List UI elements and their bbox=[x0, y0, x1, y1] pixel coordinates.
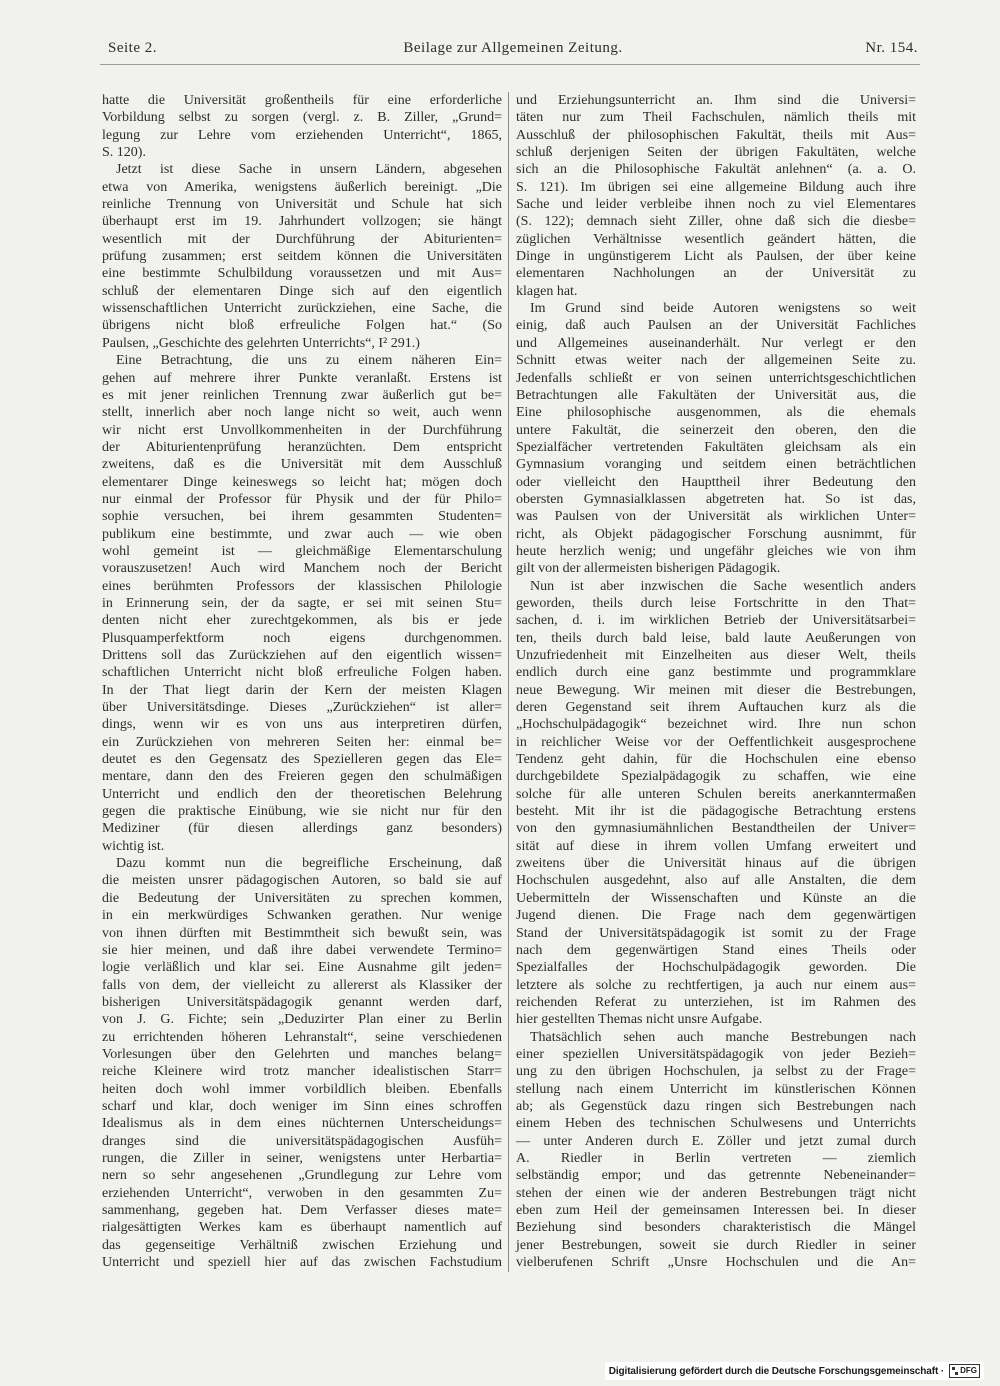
paragraph bbox=[516, 578, 916, 1029]
text-line: Nun ist aber inzwischen die Sache wesentlich anders bbox=[530, 578, 916, 594]
text-line: gehen auf mehrere ihrer Punkte veranlaßt. Erstens ist bbox=[102, 370, 502, 386]
text-line: publikum eine bestimmte, und zwar auch — wie oben bbox=[102, 526, 502, 542]
text-line: Stand der Universitätspädagogik ist somit zu der Frage bbox=[516, 925, 916, 941]
text-line: geworden, theils durch leise Fortschritte in den That= bbox=[516, 595, 916, 611]
text-line: endlich durch eine ganz bestimmte und programmklare bbox=[516, 665, 916, 681]
text-line: S. 121). Im übrigen sei eine allgemeine Bildung auch ihre bbox=[516, 179, 916, 195]
text-line: Schnitt etwas weiter nach der allgemeinen Seite zu. bbox=[516, 353, 916, 369]
text-line: eines berühmten Professors der klassischen Philologie bbox=[102, 578, 502, 594]
text-line: Vorbildung selbst zu sorgen (vergl. z. B. Ziller, „Grund= bbox=[102, 110, 502, 126]
text-line: obersten Gymnasialklassen abgetreten hat. So ist das, bbox=[516, 491, 916, 507]
text-line: neue Bewegung. Wir meinen mit dieser die Bestrebungen, bbox=[516, 682, 916, 698]
text-line: Eine Betrachtung, die uns zu einem näheren Ein= bbox=[116, 353, 502, 369]
paragraph bbox=[102, 352, 502, 855]
paragraph bbox=[102, 855, 502, 1271]
text-line: etwa von Amerika, wenigstens äußerlich bereinigt. „Die bbox=[102, 179, 502, 195]
text-line: reinliche Trennung von Universität und Schule hat sich bbox=[102, 197, 502, 213]
text-line: denten nicht eher zurechtgekommen, als bis er jede bbox=[102, 613, 502, 629]
text-line: untere Fakultät, die seinerzeit den oberen, den die bbox=[516, 422, 916, 438]
text-line: Spezialfächer vertretenden Fakultäten gleichsam als ein bbox=[516, 439, 916, 455]
text-line: Drittens soll das Zurückziehen auf den eigentlich wissen= bbox=[102, 648, 502, 663]
text-line: hatte die Universität großentheils für eine erforderliche bbox=[102, 93, 502, 108]
text-line: Plusquamperfektform noch eigens durchgenommen. bbox=[102, 630, 502, 646]
text-line: dranges sind die universitätspädagogischen Ausfüh= bbox=[102, 1133, 502, 1149]
text-line: vielberufenen Schrift „Unsre Hochschulen und die An= bbox=[516, 1255, 916, 1271]
publication-title: Beilage zur Allgemeinen Zeitung. bbox=[403, 40, 623, 56]
text-line: Beziehung sind besonders charakteristisch die Mängel bbox=[516, 1220, 916, 1236]
paragraph bbox=[102, 92, 502, 161]
text-line: Thatsächlich sehen auch manche Bestrebungen nach bbox=[530, 1029, 916, 1045]
text-line: elementarer Dinge keineswegs so leicht hat; mögen doch bbox=[102, 474, 502, 490]
text-line: deutet es den Gegensatz des Spezielleren gegen das Ele= bbox=[102, 752, 502, 768]
text-line: durchgebildete Spezialpädagogik zu schaffen, wie eine bbox=[516, 769, 916, 785]
text-line: von den gymnasiumähnlichen Bestandtheilen der Univer= bbox=[516, 821, 916, 837]
text-line: klagen hat. bbox=[516, 283, 578, 299]
text-line: Gymnasium voranging und seitdem einen beträchtlichen bbox=[516, 457, 916, 473]
text-line: ten, theils durch bald leise, bald laute Aeußerungen von bbox=[516, 630, 916, 646]
page-number: Seite 2. bbox=[108, 40, 157, 56]
dfg-logo-mark-icon bbox=[952, 1367, 958, 1375]
text-line: in Erinnerung sein, der da sagte, er sei mit seinen Stu= bbox=[102, 595, 502, 611]
text-line: Idealismus als in dem eines nüchternen Unterscheidungs= bbox=[102, 1116, 502, 1132]
paragraph bbox=[516, 92, 916, 300]
text-line: Paulsen, „Geschichte des gelehrten Unterrichts“, I² 291.) bbox=[102, 335, 420, 351]
text-line: überhaupt erst im 19. Jahrhundert vollzogen; sie hängt bbox=[102, 214, 502, 230]
text-line: einig, daß auch Paulsen an der Universität Fachliches bbox=[516, 318, 916, 334]
text-line: ein Zurückziehen von mehreren Seiten her: einmal be= bbox=[102, 734, 502, 750]
text-line: logie verläßlich und klar sei. Eine Ausnahme gilt jeden= bbox=[102, 960, 502, 976]
text-line: schaftlichen Unterricht nicht bloß erfreuliche Folgen haben. bbox=[102, 665, 502, 681]
text-line: Vorlesungen über den Gelehrten und manches belang= bbox=[102, 1046, 502, 1062]
text-line: züglichen Verhältnisse wesentlich geändert hätten, die bbox=[516, 231, 916, 247]
text-line: Unzufriedenheit mit Einzelheiten aus dieser Welt, theils bbox=[516, 648, 916, 663]
paragraph bbox=[516, 1029, 916, 1272]
text-line: reiche Kleinere wird trotz mancher idealistischen Starr= bbox=[102, 1064, 502, 1080]
text-line: stehen der einen wie der anderen Bestrebungen trägt nicht bbox=[516, 1185, 916, 1201]
dfg-logo bbox=[949, 1364, 980, 1378]
text-line: gegen die praktische Einübung, wie sie nicht nur für den bbox=[102, 804, 502, 820]
text-line: Hochschulen ausgedehnt, also auf alle Anstalten, die dem bbox=[516, 873, 916, 889]
text-line: nach dem gegenwärtigen Stand eines Theils oder bbox=[516, 942, 916, 958]
text-line: zweitens, daß es die Universität mit dem Ausschluß bbox=[102, 457, 502, 473]
text-line: gilt von der allermeisten bisherigen Pädagogik. bbox=[516, 561, 781, 577]
text-line: legung zur Lehre vom erziehenden Unterricht“, 1865, bbox=[102, 127, 502, 143]
text-line: heute herzlich wenig; und ungefähr gleiches wie von ihm bbox=[516, 543, 916, 559]
left-column bbox=[102, 92, 502, 1271]
text-line: das gegenseitige Verhältniß zwischen Erziehung und bbox=[102, 1237, 502, 1253]
text-line: und Allgemeines auseinanderhält. Nur verlegt er den bbox=[516, 335, 916, 351]
text-line: sophie versuchen, bei ihrem gesammten Studenten= bbox=[102, 509, 502, 525]
text-line: wesentlich mit der Durchführung der Abiturienten= bbox=[102, 231, 502, 247]
text-line: selbständig empor; und das getrennte Nebeneinander= bbox=[516, 1168, 916, 1184]
text-line: (S. 122); demnach sieht Ziller, ohne daß sich die diesbe= bbox=[516, 214, 916, 230]
text-line: erziehenden Unterricht“, verwoben in den gesammten Zu= bbox=[102, 1185, 502, 1201]
text-line: rungen, die Ziller in seiner, wenigstens unter Herbartia= bbox=[102, 1150, 502, 1166]
text-line: von ihnen dürften mit Bestimmtheit sich bewußt sein, was bbox=[102, 925, 502, 941]
text-line: Jedenfalls schließt er von seinen unterrichtsgeschichtlichen bbox=[516, 370, 916, 386]
text-line: in ein merkwürdiges Schwanken gerathen. Nur wenige bbox=[102, 908, 502, 924]
paragraph bbox=[516, 300, 916, 578]
text-line: — unter Anderen durch E. Zöller und jetzt zumal durch bbox=[516, 1133, 916, 1149]
text-line: Ausschluß der philosophischen Fakultät, theils mit Aus= bbox=[516, 127, 916, 143]
text-line: deren Gegenstand seit ihrem Auftauchen kurz als die bbox=[516, 700, 916, 716]
text-line: mentare, dann den des Freieren gegen den schulmäßigen bbox=[102, 769, 502, 785]
text-line: es mit jener reinlichen Trennung zwar äußerlich gut be= bbox=[102, 387, 502, 403]
text-line: besteht. Mit ihr ist die pädagogische Betrachtung erstens bbox=[516, 804, 916, 820]
text-line: reichenden Referat zu unterziehen, ist im Rahmen des bbox=[516, 994, 916, 1010]
text-line: In der That liegt darin der Kern der meisten Klagen bbox=[102, 682, 502, 698]
text-line: scharf und klar, doch weniger im Sinn eines schroffen bbox=[102, 1098, 502, 1114]
text-line: Eine philosophische ausgenommen, als die ehemals bbox=[516, 405, 916, 421]
text-line: falls von dem, der vielleicht zu allererst als Klassiker der bbox=[102, 977, 502, 993]
right-column bbox=[516, 92, 916, 1271]
text-line: einem Heben des technischen Schulwesens und Unterrichts bbox=[516, 1116, 916, 1132]
text-line: sachen, d. i. im wirklichen Betrieb der Universitätsarbei= bbox=[516, 613, 916, 629]
text-line: die meisten unsrer pädagogischen Autoren, so bald sie auf bbox=[102, 873, 502, 889]
text-line: sammenhang, gegeben hat. Dem Verfasser dieses mate= bbox=[102, 1203, 502, 1218]
dfg-logo-text: DFG bbox=[960, 1366, 977, 1375]
text-line: die Bedeutung der Universitäten zu sprechen kommen, bbox=[102, 890, 502, 906]
text-line: stellung nach einem Unterricht im künstlerischen Können bbox=[516, 1081, 916, 1097]
text-line: Dazu kommt nun die begreifliche Erscheinung, daß bbox=[116, 856, 502, 872]
text-line: sie hier meinen, und daß ihre dabei verwendete Termino= bbox=[102, 942, 502, 958]
text-line: Mediziner (für diesen allerdings ganz besonders) bbox=[102, 821, 502, 837]
text-line: in reichlicher Weise vor der Oeffentlichkeit ausgesprochene bbox=[516, 734, 916, 750]
footer bbox=[605, 1362, 984, 1380]
text-line: bisherigen Universitätspädagogik genannt werden darf, bbox=[102, 994, 502, 1010]
text-line: schluß der elementaren Dinge sich auf den eigentlich bbox=[102, 283, 502, 299]
footer-credit: Digitalisierung gefördert durch die Deutsche Forschungsgemeinschaft · bbox=[608, 1365, 945, 1377]
text-line: oder vielleicht den Haupttheil ihrer Bedeutung den bbox=[516, 474, 916, 490]
text-line: ab; als Gegenstück dazu ringen sich Bestrebungen nach bbox=[516, 1098, 916, 1114]
text-line: sität auf diese in ihrem vollen Umfang erweitert und bbox=[516, 838, 916, 854]
text-line: vorauszusetzen! Auch wird Manchem noch der Bericht bbox=[102, 561, 502, 577]
text-line: ung zu den übrigen Hochschulen, ja selbst zu der Frage= bbox=[516, 1064, 916, 1080]
text-line: der Abiturientenprüfung heranzüchten. Dem entspricht bbox=[102, 439, 502, 455]
text-line: wissenschaftlichen Unterricht zurückziehen, eine Sache, die bbox=[102, 301, 502, 317]
text-line: täten nur zum Theil Fachschulen, nämlich theils mit bbox=[516, 110, 916, 126]
text-line: übrigens nicht bloß erfreuliche Folgen hat.“ (So bbox=[102, 318, 502, 334]
text-line: nern so sehr angesehenen „Grundlegung zur Lehre vom bbox=[102, 1168, 502, 1184]
text-line: Spezialfalles der Hochschulpädagogik geworden. Die bbox=[516, 960, 916, 976]
text-line: heiten doch wohl immer vorbildlich bleiben. Ebenfalls bbox=[102, 1081, 502, 1097]
text-line: eine bestimmte Schulbildung voraussetzen und mit Aus= bbox=[102, 266, 502, 282]
text-line: was Paulsen von der Universität als wirklichen Unter= bbox=[516, 509, 916, 525]
text-line: Im Grund sind beide Autoren wenigstens so weit bbox=[530, 301, 916, 317]
text-line: schluß derjenigen Seiten der übrigen Fakultäten, welche bbox=[516, 145, 916, 161]
header-rule bbox=[100, 64, 920, 65]
column-divider bbox=[508, 92, 509, 1272]
text-line: dings, wenn wir es von uns aus interpretiren dürfen, bbox=[102, 717, 502, 733]
text-line: Uebermitteln der Wissenschaften und Künste an die bbox=[516, 890, 916, 906]
running-head bbox=[108, 38, 918, 58]
text-line: stellt, innerlich aber noch lange nicht so weit, auch wenn bbox=[102, 405, 502, 421]
text-line: zu errichtenden höheren Lehranstalt“, seine verschiedenen bbox=[102, 1029, 502, 1045]
text-line: von J. G. Fichte; sein „Deduzirter Plan einer zu Berlin bbox=[102, 1012, 502, 1028]
text-line: Betrachtungen alle Fakultäten der Universität aus, die bbox=[516, 387, 916, 403]
text-line: A. Riedler in Berlin vertreten — ziemlich bbox=[516, 1150, 916, 1166]
text-line: sich an die Philosophische Fakultät anlehnen“ (a. a. O. bbox=[516, 162, 916, 178]
text-line: wir nicht erst Unvollkommenheiten in der Durchführung bbox=[102, 422, 502, 438]
text-line: rialgesättigten Werkes kam es überhaupt namentlich auf bbox=[102, 1220, 502, 1236]
text-line: eben zum Heil der gemeinsamen Interessen bei. In dieser bbox=[516, 1203, 916, 1218]
text-line: jener Bestrebungen, soweit sie durch Riedler in seiner bbox=[516, 1237, 916, 1253]
text-line: prüfung zusammen; erst seitdem können die Universitäten bbox=[102, 249, 502, 265]
issue-number: Nr. 154. bbox=[865, 40, 918, 56]
text-line: einer speziellen Universitätspädagogik von jeder Bezieh= bbox=[516, 1046, 916, 1062]
text-line: richt, als Objekt pädagogischer Forschung ausnimmt, für bbox=[516, 526, 916, 542]
paragraph bbox=[102, 161, 502, 352]
text-line: Dinge in ungünstigerem Licht als Paulsen, der über keine bbox=[516, 249, 916, 265]
text-line: Sache und leider verbleibe ihnen noch zu viel Elementares bbox=[516, 197, 916, 213]
text-line: zweitens über die Universität hinaus auf die übrigen bbox=[516, 856, 916, 872]
text-line: Jetzt ist diese Sache in unsern Ländern, abgesehen bbox=[116, 162, 502, 178]
text-line: Unterricht und endlich den der theoretischen Belehrung bbox=[102, 786, 502, 802]
text-line: elementaren Nachholungen an der Universität zu bbox=[516, 266, 916, 282]
text-line: nur einmal der Professor für Physik und der für Philo= bbox=[102, 491, 502, 507]
text-line: hier gestellten Themas nicht unsre Aufgabe. bbox=[516, 1012, 763, 1028]
text-line: wohl gemeint ist — gleichmäßige Elementarschulung bbox=[102, 543, 502, 559]
text-line: über Universitätsdinge. Dieses „Zurückziehen“ ist aller= bbox=[102, 700, 502, 716]
text-line: Jugend dienen. Die Frage nach dem gegenwärtigen bbox=[516, 908, 916, 924]
text-line: „Hochschulpädagogik“ bezeichnet wird. Ihre nun schon bbox=[516, 717, 916, 733]
text-line: Tendenz geht dahin, für die Hochschulen eine ebenso bbox=[516, 752, 916, 768]
text-line: letztere als solche zu rechtfertigen, ja auch nur einem aus= bbox=[516, 977, 916, 993]
text-line: S. 120). bbox=[102, 145, 146, 161]
text-line: wichtig ist. bbox=[102, 838, 165, 854]
text-line: und Erziehungsunterricht an. Ihm sind die Universi= bbox=[516, 93, 916, 108]
text-line: Unterricht und speziell hier auf das zwischen Fachstudium bbox=[102, 1255, 502, 1271]
text-line: solche für alle unteren Schulen bereits anerkanntermaßen bbox=[516, 786, 916, 802]
